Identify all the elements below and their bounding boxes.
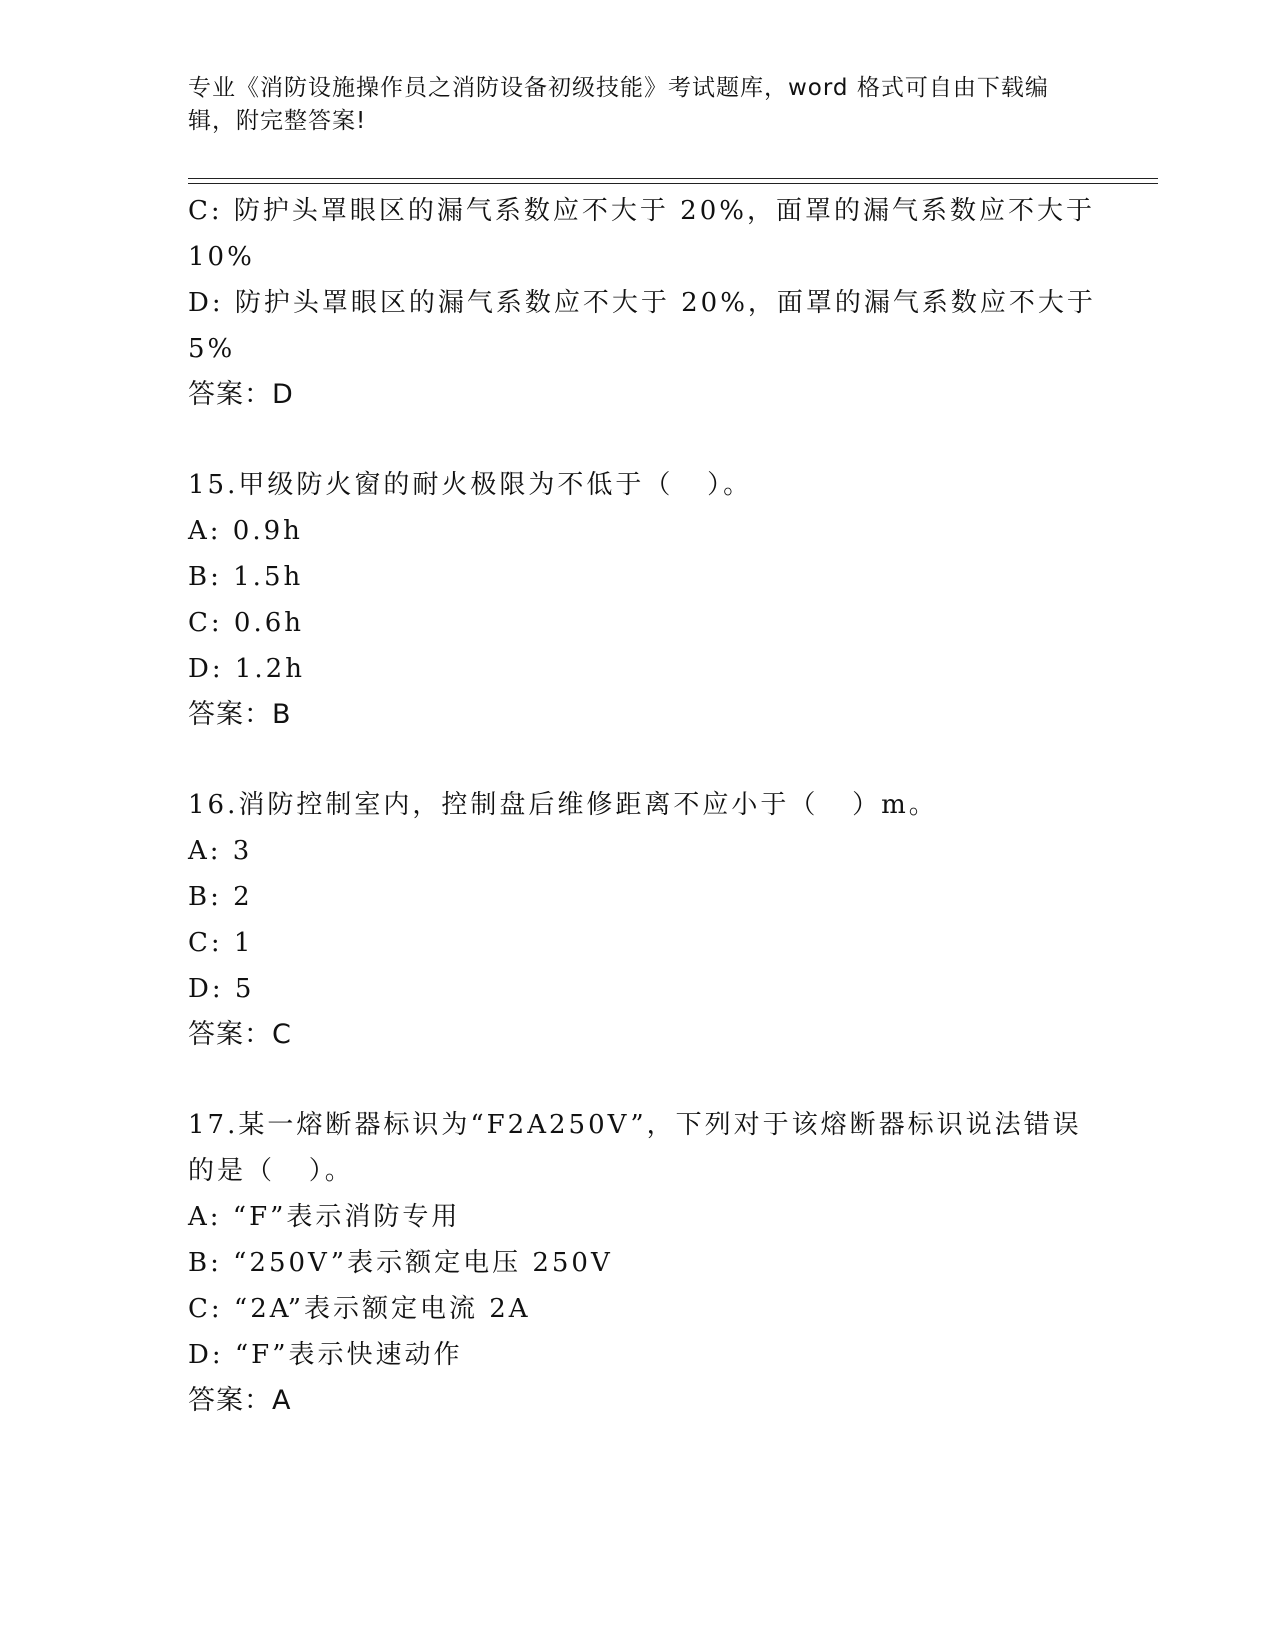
option-b: B: “250V”表示额定电压 250V — [188, 1248, 613, 1278]
header-line-2: 辑，附完整答案! — [188, 108, 367, 134]
question-16 — [188, 782, 1088, 1058]
option-d-line-1: D: 防护头罩眼区的漏气系数应不大于 20%，面罩的漏气系数应不大于 — [188, 288, 1096, 318]
option-b: B: 1.5h — [188, 562, 304, 592]
header-divider-bottom — [188, 183, 1158, 184]
question-stem: 15.甲级防火窗的耐火极限为不低于（ ）。 — [188, 470, 753, 500]
answer-line: 答案：A — [188, 1385, 292, 1416]
option-d: D: 1.2h — [188, 654, 305, 684]
header-line-1: 专业《消防设施操作员之消防设备初级技能》考试题库，word 格式可自由下载编 — [188, 75, 1049, 101]
option-c-line-1: C: 防护头罩眼区的漏气系数应不大于 20%，面罩的漏气系数应不大于 — [188, 196, 1095, 226]
spacer — [188, 418, 1088, 462]
option-c-line-2: 10% — [188, 242, 255, 272]
question-stem-line-2: 的是（ ）。 — [188, 1156, 354, 1186]
spacer — [188, 738, 1088, 782]
option-c: C: “2A”表示额定电流 2A — [188, 1294, 531, 1324]
option-d: D: 5 — [188, 974, 255, 1004]
option-d: D: “F”表示快速动作 — [188, 1340, 463, 1370]
question-stem-line-1: 17.某一熔断器标识为“F2A250V”，下列对于该熔断器标识说法错误 — [188, 1110, 1082, 1140]
option-a: A: 0.9h — [188, 516, 303, 546]
option-a: A: “F”表示消防专用 — [188, 1202, 461, 1232]
header-divider-top — [188, 178, 1158, 179]
answer-line: 答案：B — [188, 699, 292, 730]
option-d-line-2: 5% — [188, 334, 236, 364]
document-header — [188, 72, 1068, 138]
spacer — [188, 1058, 1088, 1102]
question-content — [188, 188, 1096, 1424]
question-17 — [188, 1102, 1088, 1424]
option-b: B: 2 — [188, 882, 253, 912]
option-c: C: 1 — [188, 928, 254, 958]
question-14-continuation — [188, 188, 1096, 418]
question-stem: 16.消防控制室内，控制盘后维修距离不应小于（ ）m。 — [188, 790, 938, 820]
question-15 — [188, 462, 1088, 738]
option-c: C: 0.6h — [188, 608, 305, 638]
option-a: A: 3 — [188, 836, 253, 866]
answer-line: 答案：C — [188, 1019, 292, 1050]
answer-line: 答案：D — [188, 379, 294, 410]
